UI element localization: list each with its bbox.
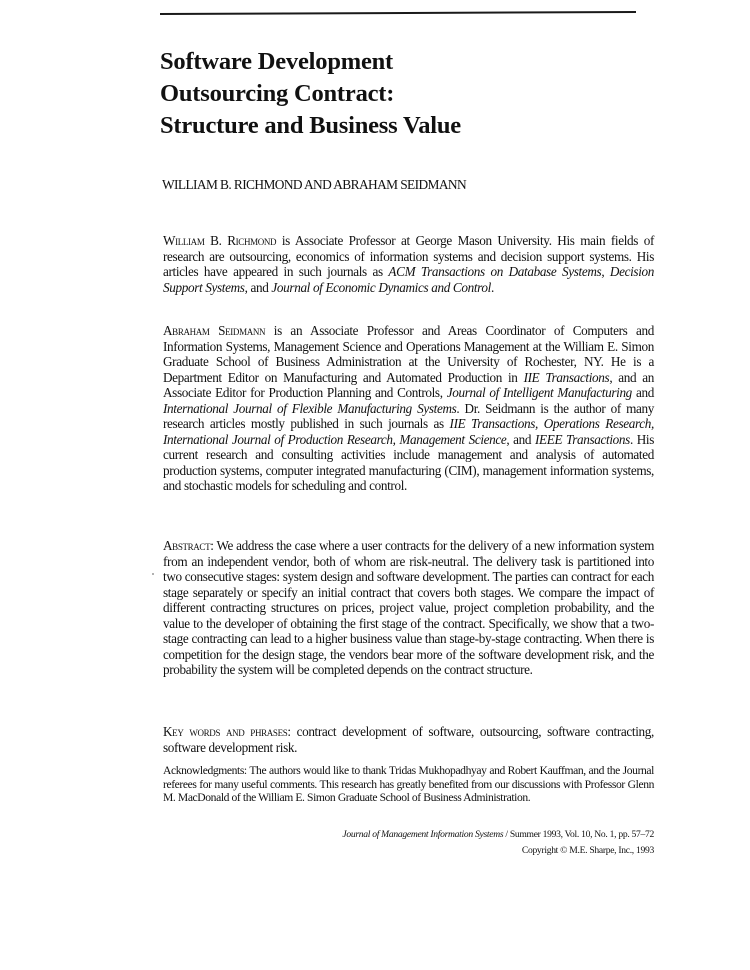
abstract — [163, 538, 654, 678]
bio-text: is an Associate Professor and Areas Coordinator of Computers and Information Systems, Management Science and Operations Management at the William E. Simon Graduate School of Business Administration at the University of Rochester, NY. He is a Department Editor on Manufacturing and Automated Production in — [163, 323, 654, 385]
paper-title — [160, 46, 461, 142]
journal-name: ACM Transactions on Database Systems — [388, 264, 602, 279]
abstract-label: Abstract: — [163, 538, 214, 553]
keywords — [163, 724, 654, 755]
bio-text: , and an Associate Editor for Production Planning and Controls, — [163, 369, 654, 400]
copyright-notice: Copyright © M.E. Sharpe, Inc., 1993 — [521, 845, 654, 856]
bio-text: is Associate Professor at George Mason University. His main fields of research are outsourcing, economics of information systems and decision support systems. His articles have appeared in such journals as — [163, 233, 654, 279]
bio-text: . — [491, 279, 494, 295]
bio-text: . His current research and consulting activities include management and analysis of automated production systems, computer integrated manufacturing (CIM), management information systems, and stochastic models for scheduling and control. — [163, 431, 654, 493]
keywords-text: contract development of software, outsourcing, software contracting, software development risk. — [163, 724, 654, 755]
bio-text: and — [631, 385, 654, 400]
bio-text: , — [601, 264, 610, 279]
journal-citation — [342, 829, 654, 840]
bio-name: William B. Richmond — [163, 233, 277, 248]
acknowledgments-text: The authors would like to thank Tridas Mukhopadhyay and Robert Kauffman, and the Journal referees for many useful comments. This research has greatly benefited from our discussions with Professor Glenn M. MacDonald of the William E. Simon Graduate School of Business Administration. — [163, 764, 654, 804]
scan-speck — [152, 573, 154, 575]
header-rule — [160, 11, 636, 15]
journal-name: Journal of Intelligent Manufacturing — [446, 385, 632, 400]
bio-text: . Dr. Seidmann is the author of many research articles mostly published in such journals as — [163, 400, 654, 431]
title-line: Software Development — [160, 48, 394, 75]
journal-issue: / Summer 1993, Vol. 10, No. 1, pp. 57–72 — [503, 829, 654, 840]
author-bio-richmond — [163, 233, 654, 295]
bio-text: , and — [506, 431, 535, 447]
keywords-label: Key words and phrases: — [163, 724, 291, 739]
journal-name: Journal of Economic Dynamics and Control — [271, 279, 491, 295]
author-bio-seidmann — [163, 323, 654, 494]
journal-name: IIE Transactions, Operations Research, International Journal of Production Research, Management Science — [163, 416, 654, 447]
journal-name: IIE Transactions — [523, 369, 610, 385]
author-names: WILLIAM B. RICHMOND AND ABRAHAM SEIDMANN — [162, 177, 467, 192]
title-line: Outsourcing Contract: — [160, 80, 395, 107]
title-line: Structure and Business Value — [160, 112, 461, 139]
journal-name: International Journal of Flexible Manufacturing Systems — [163, 400, 457, 416]
journal-name: IEEE Transactions — [535, 431, 630, 447]
abstract-text: We address the case where a user contracts for the delivery of a new information system from an independent vendor, both of whom are risk-neutral. The delivery task is partitioned into two consecutive stages: system design and software development. The parties can contract for each stage separately or specify an initial contract that covers both stages. We compare the impact of different contracting structures on prices, project value, project completion probability, and the value to the developer of obtaining the first stage of the contract. Specifically, we show that a two-stage contracting can lead to a higher business value than stage-by-stage contracting. When there is competition for the design stage, the vendors bear more of the software development risk, and the probability the system will be completed depends on the contract structure. — [163, 538, 654, 677]
bio-name: Abraham Seidmann — [163, 323, 266, 338]
acknowledgments-label: Acknowledgments: — [163, 764, 247, 777]
bio-text: , and — [244, 279, 272, 295]
journal-name: Decision Support Systems — [163, 264, 654, 295]
acknowledgments — [163, 764, 654, 805]
journal-title: Journal of Management Information Systems — [342, 829, 504, 840]
